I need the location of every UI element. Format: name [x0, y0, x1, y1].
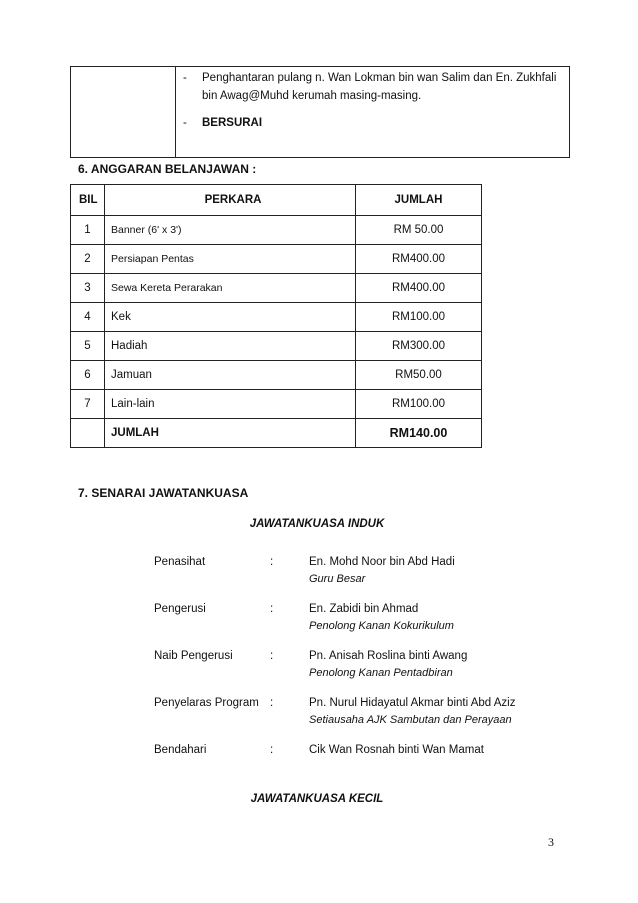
agenda-bullet: - [183, 117, 187, 129]
table-row [71, 274, 482, 303]
member-role: Naib Pengerusi [154, 650, 233, 662]
table-row [71, 303, 482, 332]
member-title: Penolong Kanan Pentadbiran [309, 667, 453, 679]
agenda-item-text: Penghantaran pulang n. Wan Lokman bin wan Salim dan En. Zukhfali bin Awag@Muhd kerumah masing-masing. [202, 72, 557, 102]
member-name: En. Zabidi bin Ahmad [309, 603, 419, 615]
agenda-item-text: BERSURAI [202, 117, 263, 129]
cell-jumlah: RM300.00 [356, 332, 482, 361]
cell-perkara: Jamuan [105, 361, 356, 390]
cell-jumlah: RM50.00 [356, 361, 482, 390]
member-colon: : [270, 603, 274, 615]
cell-bil: 2 [71, 245, 105, 274]
cell-bil: 1 [71, 216, 105, 245]
cell-bil: 6 [71, 361, 105, 390]
committee-member [0, 650, 638, 686]
cell-bil: 4 [71, 303, 105, 332]
header-perkara: PERKARA [105, 185, 356, 216]
cell-perkara: Kek [105, 303, 356, 332]
cell-jumlah: RM 50.00 [356, 216, 482, 245]
cell-jumlah: RM100.00 [356, 303, 482, 332]
member-title: Guru Besar [309, 573, 366, 585]
member-role: Bendahari [154, 744, 207, 756]
member-role: Penyelaras Program [154, 697, 259, 709]
member-colon: : [270, 697, 274, 709]
member-name: En. Mohd Noor bin Abd Hadi [309, 556, 455, 568]
cell-bil-empty [71, 419, 105, 448]
member-title: Setiausaha AJK Sambutan dan Perayaan [309, 714, 512, 726]
table-row [71, 216, 482, 245]
member-title: Penolong Kanan Kokurikulum [309, 620, 454, 632]
table-column-divider [175, 67, 176, 157]
cell-perkara: Persiapan Pentas [105, 245, 356, 274]
agenda-bullet: - [183, 72, 187, 84]
table-row [71, 332, 482, 361]
page-number: 3 [548, 835, 554, 849]
section-title-budget: 6. ANGGARAN BELANJAWAN : [78, 162, 257, 176]
member-role: Penasihat [154, 556, 206, 568]
cell-perkara: Hadiah [105, 332, 356, 361]
cell-jumlah: RM400.00 [356, 245, 482, 274]
member-role: Pengerusi [154, 603, 206, 615]
header-bil: BIL [71, 185, 105, 216]
committee-member [0, 697, 638, 733]
cell-jumlah: RM400.00 [356, 274, 482, 303]
member-name: Cik Wan Rosnah binti Wan Mamat [309, 744, 484, 756]
cell-bil: 3 [71, 274, 105, 303]
table-header-row [71, 185, 482, 216]
cell-total-label: JUMLAH [105, 419, 356, 448]
header-jumlah: JUMLAH [356, 185, 482, 216]
cell-bil: 5 [71, 332, 105, 361]
member-name: Pn. Nurul Hidayatul Akmar binti Abd Aziz [309, 697, 516, 709]
member-name: Pn. Anisah Roslina binti Awang [309, 650, 468, 662]
section-title-committee: 7. SENARAI JAWATANKUASA [78, 486, 249, 500]
committee-member [0, 603, 638, 639]
cell-jumlah: RM100.00 [356, 390, 482, 419]
committee-member [0, 556, 638, 592]
table-total-row [71, 419, 482, 448]
table-row [71, 245, 482, 274]
committee-main-title: JAWATANKUASA INDUK [249, 518, 385, 530]
cell-total-value: RM140.00 [356, 419, 482, 448]
cell-perkara: Lain-lain [105, 390, 356, 419]
cell-bil: 7 [71, 390, 105, 419]
table-row [71, 361, 482, 390]
member-colon: : [270, 650, 274, 662]
member-colon: : [270, 556, 274, 568]
member-colon: : [270, 744, 274, 756]
cell-perkara: Sewa Kereta Perarakan [105, 274, 356, 303]
budget-table [70, 184, 482, 448]
committee-member [0, 744, 638, 780]
table-row [71, 390, 482, 419]
committee-sub-title: JAWATANKUASA KECIL [250, 793, 384, 805]
cell-perkara: Banner (6' x 3') [105, 216, 356, 245]
